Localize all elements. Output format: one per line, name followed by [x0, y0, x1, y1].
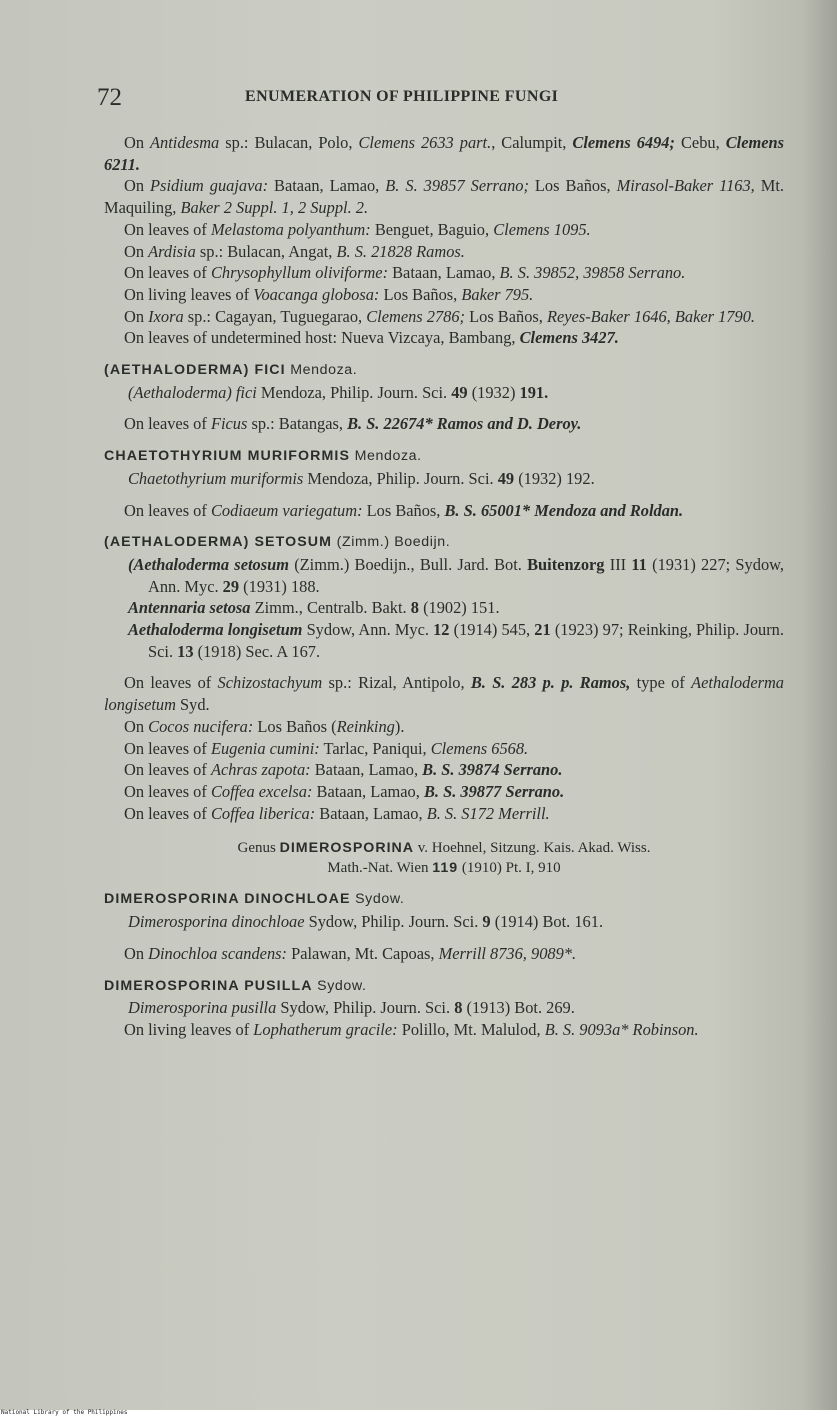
host-record: On Antidesma sp.: Bulacan, Polo, Clemens 2633 part., Calumpit, Clemens 6494; Cebu, Clemens 6211.: [104, 133, 784, 174]
host-record: On Psidium guajava: Bataan, Lamao, B. S. 39857 Serrano; Los Baños, Mirasol-Baker 1163, Mt. Maquiling, Baker 2 Suppl. 1, 2 Suppl. 2.: [104, 176, 784, 218]
species-heading: DIMEROSPORINA DINOCHLOAE Sydow.: [104, 891, 405, 908]
synonym-citation: Chaetothyrium muriformis Mendoza, Philip. Journ. Sci. 49 (1932) 192.: [128, 468, 595, 488]
host-record: On leaves of Coffea excelsa: Bataan, Lamao, B. S. 39877 Serrano.: [124, 781, 565, 801]
genus-heading: Genus DIMEROSPORINA v. Hoehnel, Sitzung. Kais. Akad. Wiss. Math.-Nat. Wien 119 (1910) Pt. I, 910: [237, 840, 651, 877]
species-heading: DIMEROSPORINA PUSILLA Sydow.: [104, 977, 367, 994]
synonym-citation: Antennaria setosa Zimm., Centralb. Bakt. 8 (1902) 151.: [128, 598, 500, 618]
page-header: [97, 84, 787, 114]
species-heading: CHAETOTHYRIUM MURIFORMIS Mendoza.: [104, 448, 422, 465]
page-number: 72: [97, 84, 122, 111]
host-record: On leaves of undetermined host: Nueva Vizcaya, Bambang, Clemens 3427.: [124, 328, 619, 348]
host-record: On leaves of Coffea liberica: Bataan, Lamao, B. S. S172 Merrill.: [124, 803, 550, 823]
host-record: On leaves of Eugenia cumini: Tarlac, Paniqui, Clemens 6568.: [124, 738, 529, 758]
synonym-citation: Dimerosporina pusilla Sydow, Philip. Journ. Sci. 8 (1913) Bot. 269.: [128, 998, 575, 1018]
footer-bar: [0, 1410, 837, 1418]
synonym-citation: Aethaloderma longisetum Sydow, Ann. Myc. 12 (1914) 545, 21 (1923) 97; Reinking, Philip. Journ. Sci. 13 (1918) Sec. A 167.: [128, 620, 784, 661]
host-record: On leaves of Chrysophyllum oliviforme: Bataan, Lamao, B. S. 39852, 39858 Serrano.: [124, 263, 686, 283]
host-record: On leaves of Ficus sp.: Batangas, B. S. 22674* Ramos and D. Deroy.: [124, 414, 582, 434]
host-record: On living leaves of Lophatherum gracile: Polillo, Mt. Malulod, B. S. 9093a* Robinson.: [124, 1019, 699, 1039]
synonym-citation: (Aethaloderma setosum (Zimm.) Boedijn., Bull. Jard. Bot. Buitenzorg III 11 (1931) 227; Sydow, Ann. Myc. 29 (1931) 188.: [128, 554, 785, 596]
synonym-citation: (Aethaloderma) fici Mendoza, Philip. Journ. Sci. 49 (1932) 191.: [128, 382, 549, 402]
host-record: On leaves of Melastoma polyanthum: Benguet, Baguio, Clemens 1095.: [124, 219, 591, 239]
running-title: ENUMERATION OF PHILIPPINE FUNGI: [245, 88, 559, 105]
host-record: On Cocos nucifera: Los Baños (Reinking).: [124, 716, 405, 736]
synonym-citation: Dimerosporina dinochloae Sydow, Philip. Journ. Sci. 9 (1914) Bot. 161.: [128, 912, 604, 932]
host-record: On Ixora sp.: Cagayan, Tuguegarao, Clemens 2786; Los Baños, Reyes-Baker 1646, Baker 1790.: [124, 306, 755, 326]
host-record: On Ardisia sp.: Bulacan, Angat, B. S. 21828 Ramos.: [124, 241, 465, 261]
host-record: On leaves of Codiaeum variegatum: Los Baños, B. S. 65001* Mendoza and Roldan.: [124, 500, 684, 520]
host-record: On living leaves of Voacanga globosa: Los Baños, Baker 795.: [124, 284, 534, 304]
host-record: On leaves of Achras zapota: Bataan, Lamao, B. S. 39874 Serrano.: [124, 760, 563, 780]
host-record: On Dinochloa scandens: Palawan, Mt. Capoas, Merrill 8736, 9089*.: [124, 943, 577, 963]
host-record: On leaves of Schizostachyum sp.: Rizal, Antipolo, B. S. 283 p. p. Ramos, type of Aethaloderma longisetum Syd.: [104, 673, 785, 715]
library-credit: National Library of the Philippines: [1, 1409, 128, 1416]
species-heading: (AETHALODERMA) SETOSUM (Zimm.) Boedijn.: [104, 534, 451, 551]
species-heading: (AETHALODERMA) FICI Mendoza.: [104, 362, 358, 379]
page-body: [104, 132, 784, 1041]
